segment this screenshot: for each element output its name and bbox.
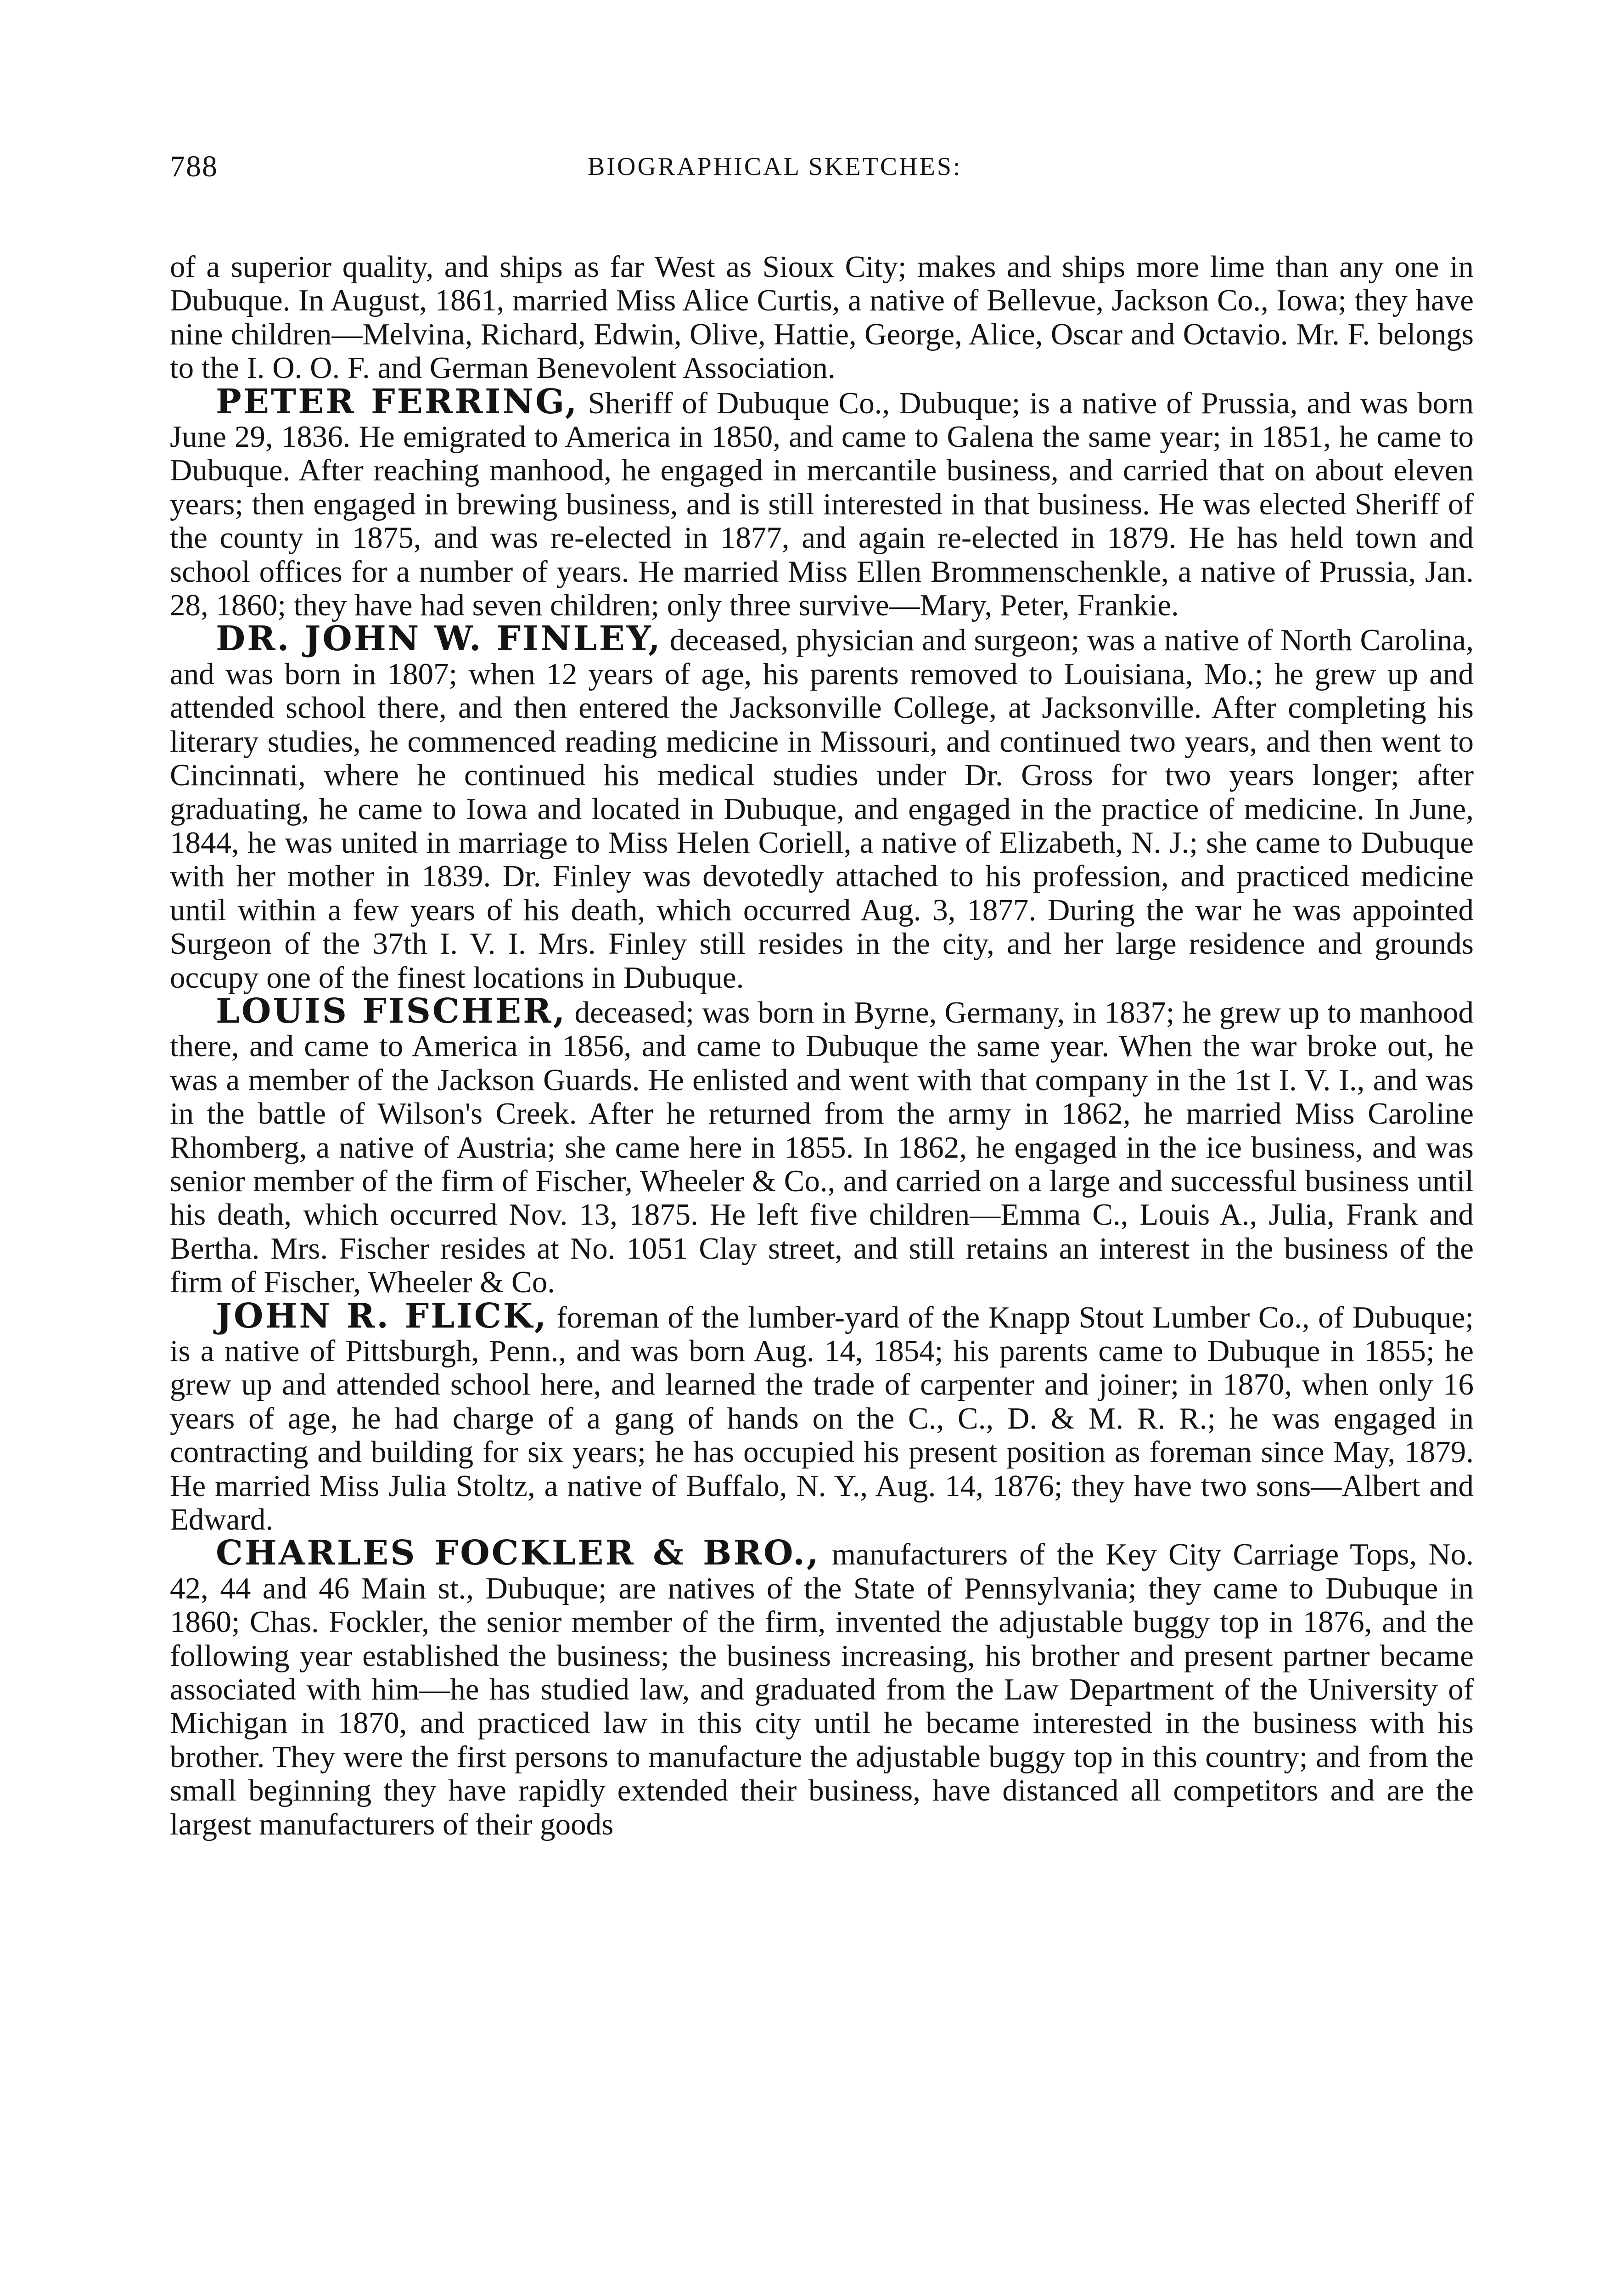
sketch-entry <box>170 991 1474 1300</box>
page-header <box>170 146 1474 187</box>
sketch-entry <box>170 619 1474 995</box>
entry-text: manufacturers of the Key City Carriage Tops, No. 42, 44 and 46 Main st., Dubuque; are natives of the State of Pennsylvania; they came to Dubuque in 1860; Chas. Fockler, the senior member of the firm, invented the adjustable buggy top in 1876, and the following year established the business; the business increasing, his brother and present partner became associated with him—he has studied law, and graduated from the Law Department of the University of Michigan in 1870, and practiced law in this city until he became interested in the business with his brother. They were the first persons to manufacture the adjustable buggy top in this country; and from the small beginning they have rapidly extended their business, have distanced all competitors and are the largest manufacturers of their goods <box>170 1537 1474 1841</box>
entry-text: foreman of the lumber-yard of the Knapp Stout Lumber Co., of Dubuque; is a native of Pittsburgh, Penn., and was born Aug. 14, 1854; his parents came to Dubuque in 1855; he grew up and attended school here, and learned the trade of carpenter and joiner; in 1870, when only 16 years of age, he had charge of a gang of hands on the C., C., D. & M. R. R.; he was engaged in contracting and building for six years; he has occupied his present position as foreman since May, 1879. He married Miss Julia Stoltz, a native of Buffalo, N. Y., Aug. 14, 1876; they have two sons—Albert and Edward. <box>170 1300 1474 1537</box>
entry-text: Sheriff of Dubuque Co., Dubuque; is a native of Prussia, and was born June 29, 1836. He emigrated to America in 1850, and came to Galena the same year; in 1851, he came to Dubuque. After reaching manhood, he engaged in mercantile business, and carried that on about eleven years; then engaged in brewing business, and is still interested in that business. He was elected Sheriff of the county in 1875, and was re-elected in 1877, and again re-elected in 1879. He has held town and school offices for a number of years. He married Miss Ellen Brommenschenkle, a native of Prussia, Jan. 28, 1860; they have had seven children; only three survive—Mary, Peter, Frankie. <box>170 386 1474 623</box>
sketch-entry <box>170 382 1474 623</box>
sketch-entry <box>170 1533 1474 1841</box>
running-head: BIOGRAPHICAL SKETCHES: <box>588 152 962 181</box>
entry-text: deceased, physician and surgeon; was a native of North Carolina, and was born in 1807; when 12 years of age, his parents removed to Louisiana, Mo.; he grew up and attended school there, and then entered the Jacksonville College, at Jacksonville. After completing his literary studies, he commenced reading medicine in Missouri, and continued two years, and then went to Cincinnati, where he continued his medical studies under Dr. Gross for two years longer; after graduating, he came to Iowa and located in Dubuque, and engaged in the practice of medicine. In June, 1844, he was united in marriage to Miss Helen Coriell, a native of Elizabeth, N. J.; she came to Dubuque with her mother in 1839. Dr. Finley was devotedly attached to his profession, and practiced medicine until within a few years of his death, which occurred Aug. 3, 1877. During the war he was appointed Surgeon of the 37th I. V. I. Mrs. Finley still resides in the city, and her large residence and grounds occupy one of the finest locations in Dubuque. <box>170 623 1474 995</box>
entry-name: PETER FERRING, <box>216 382 579 422</box>
continued-paragraph: of a superior quality, and ships as far West as Sioux City; makes and ships more lime than any one in Dubuque. In August, 1861, married Miss Alice Curtis, a native of Bellevue, Jackson Co., Iowa; they have nine children—Melvina, Richard, Edwin, Olive, Hattie, George, Alice, Oscar and Octavio. Mr. F. belongs to the I. O. O. F. and German Benevolent Association. <box>170 250 1474 385</box>
entry-text: deceased; was born in Byrne, Germany, in 1837; he grew up to manhood there, and came to America in 1856, and came to Dubuque the same year. When the war broke out, he was a member of the Jackson Guards. He enlisted and went with that company in the 1st I. V. I., and was in the battle of Wilson's Creek. After he returned from the army in 1862, he married Miss Caroline Rhomberg, a native of Austria; she came here in 1855. In 1862, he engaged in the ice business, and was senior member of the firm of Fischer, Wheeler & Co., and carried on a large and successful business until his death, which occurred Nov. 13, 1875. He left five children—Emma C., Louis A., Julia, Frank and Bertha. Mrs. Fischer resides at No. 1051 Clay street, and still retains an interest in the business of the firm of Fischer, Wheeler & Co. <box>170 995 1474 1300</box>
sketch-entry <box>170 1296 1474 1537</box>
entry-name: CHARLES FOCKLER & BRO., <box>216 1533 820 1573</box>
entry-name: JOHN R. FLICK, <box>216 1296 548 1336</box>
page-number: 788 <box>170 150 218 183</box>
entry-name: LOUIS FISCHER, <box>216 991 567 1031</box>
entry-name: DR. JOHN W. FINLEY, <box>216 619 662 659</box>
sketch-column <box>170 250 1474 1841</box>
